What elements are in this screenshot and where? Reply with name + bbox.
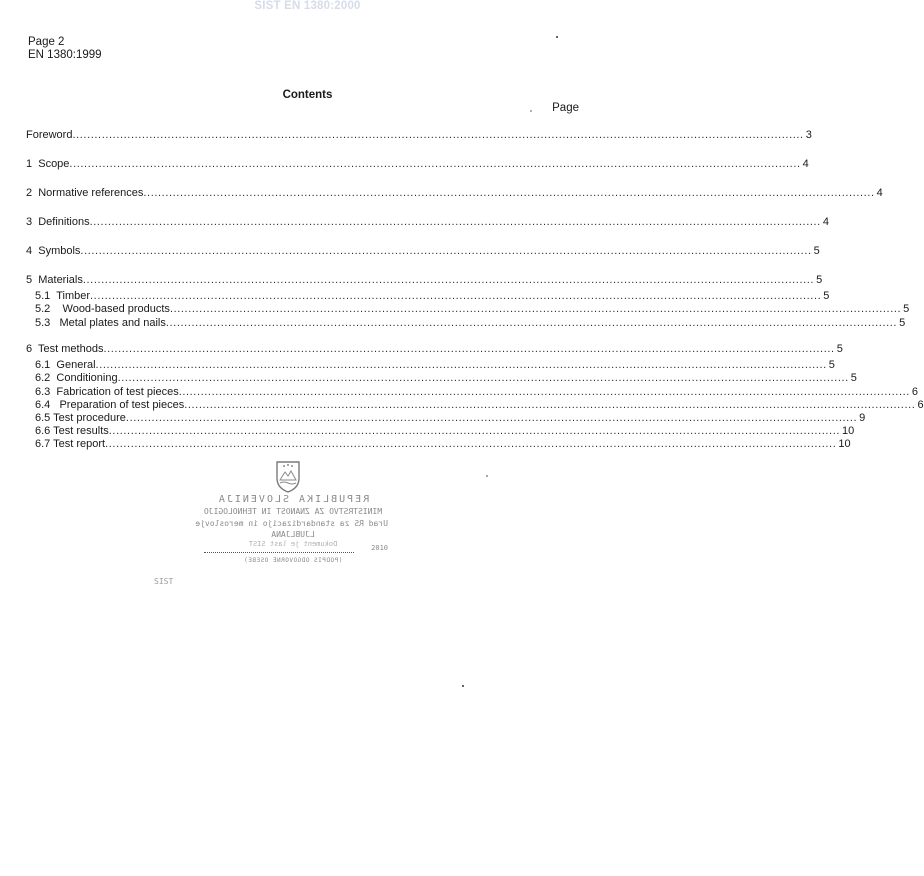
toc-entry-page: 5 — [903, 303, 910, 315]
toc-entry-label: 5.1 Timber — [35, 290, 91, 302]
stamp-line-office: Urad RS za standardizacijo in meroslovje — [195, 519, 388, 528]
toc-entry-general[interactable] — [0, 358, 835, 372]
toc-leader-dots: ........................................................................................................................................................................................................ — [117, 372, 849, 384]
toc-entry-timber[interactable] — [0, 289, 830, 303]
toc-entry-page: 9 — [859, 412, 866, 424]
stamp-line-republic: REPUBLIKA SLOVENIJA — [216, 494, 370, 505]
toc-entry-page: 5 — [823, 290, 830, 302]
toc-entry-label: 5 Materials — [26, 274, 83, 286]
toc-entry-page: 4 — [822, 216, 829, 228]
toc-entry-page: 4 — [876, 187, 883, 199]
toc-entry-label: 6.6 Test results — [35, 425, 109, 437]
toc-leader-dots: ........................................................................................................................................................................................................ — [90, 290, 822, 302]
toc-entry-page: 6 — [911, 386, 919, 398]
toc-leader-dots: ........................................................................................................................................................................................................ — [169, 303, 902, 315]
page-column-label: Page — [552, 102, 579, 114]
stamp-line-property: Dokument je last SIST — [248, 540, 338, 548]
toc-entry-foreword[interactable] — [0, 128, 812, 142]
toc-entry-test-results[interactable] — [0, 424, 855, 438]
toc-leader-dots: ........................................................................................................................................................................................................ — [69, 158, 801, 170]
toc-entry-test-report[interactable] — [0, 437, 851, 451]
page-header — [28, 36, 102, 62]
official-stamp — [195, 460, 388, 590]
stamp-line-signature-caption: (PODPIS ODGOVORNE OSEBE) — [243, 557, 343, 564]
toc-entry-page: 5 — [836, 343, 843, 355]
toc-entry-label: 6.5 Test procedure — [35, 412, 126, 424]
toc-entry-label: 5.2 Wood-based products — [35, 303, 170, 315]
toc-entry-conditioning[interactable] — [0, 371, 857, 385]
toc-entry-page: 5 — [850, 372, 857, 384]
stamp-line-ministry: MINISTRSTVO ZA ZNANOST IN TEHNOLOGIJO — [203, 507, 383, 516]
toc-entry-symbols[interactable] — [0, 244, 820, 258]
scan-speck — [462, 685, 464, 687]
toc-entry-normative-references[interactable] — [0, 186, 883, 200]
stamp-signature-line — [204, 552, 354, 553]
toc-entry-label: 4 Symbols — [26, 245, 81, 257]
toc-leader-dots: ........................................................................................................................................................................................................ — [108, 425, 841, 437]
toc-entry-page: 10 — [842, 425, 855, 437]
toc-entry-page: 10 — [838, 438, 851, 450]
toc-entry-label: 5.3 Metal plates and nails — [35, 317, 166, 329]
toc-entry-preparation-of-test-pieces[interactable] — [0, 398, 924, 412]
toc-leader-dots: ........................................................................................................................................................................................................ — [95, 359, 827, 371]
toc-entry-label: 6.7 Test report — [35, 438, 106, 450]
coat-of-arms-icon — [275, 460, 301, 494]
toc-entry-materials[interactable] — [0, 273, 823, 287]
toc-entry-page: 5 — [813, 245, 820, 257]
toc-entry-label: 6.1 General — [35, 359, 96, 371]
toc-entry-page: 6 — [917, 399, 924, 411]
toc-entry-label: Foreword — [26, 129, 73, 141]
toc-entry-definitions[interactable] — [0, 215, 829, 229]
stamp-line-city: LJUBLJANA — [271, 530, 315, 539]
toc-leader-dots: ........................................................................................................................................................................................................ — [178, 386, 910, 398]
toc-entry-label: 6.2 Conditioning — [35, 372, 118, 384]
scan-speck — [530, 110, 532, 112]
toc-leader-dots: ........................................................................................................................................................................................................ — [143, 187, 875, 199]
document-watermark: SIST EN 1380:2000 — [254, 0, 361, 12]
toc-entry-label: 6.4 Preparation of test pieces — [35, 399, 185, 411]
toc-entry-test-methods[interactable] — [0, 342, 843, 356]
toc-leader-dots: ........................................................................................................................................................................................................ — [82, 274, 815, 286]
toc-leader-dots: ........................................................................................................................................................................................................ — [103, 343, 835, 355]
toc-entry-label: 6.3 Fabrication of test pieces — [35, 386, 179, 398]
toc-entry-metal-plates-and-nails[interactable] — [0, 316, 906, 330]
toc-leader-dots: ........................................................................................................................................................................................................ — [72, 129, 804, 141]
toc-entry-label: 6 Test methods — [26, 343, 104, 355]
toc-entry-fabrication-of-test-pieces[interactable] — [0, 385, 919, 399]
scan-speck — [556, 36, 558, 38]
contents-heading: Contents — [282, 89, 333, 101]
toc-leader-dots: ........................................................................................................................................................................................................ — [125, 412, 858, 424]
toc-leader-dots: ........................................................................................................................................................................................................ — [165, 317, 898, 329]
toc-entry-label: 2 Normative references — [26, 187, 144, 199]
toc-entry-page: 5 — [828, 359, 835, 371]
toc-entry-page: 3 — [805, 129, 812, 141]
toc-leader-dots: ........................................................................................................................................................................................................ — [89, 216, 821, 228]
page-number-label: Page 2 — [28, 36, 65, 48]
stamp-line-year: 2010 — [371, 544, 388, 552]
stamp-note: SIST — [154, 577, 174, 586]
toc-entry-label: 1 Scope — [26, 158, 70, 170]
toc-leader-dots: ........................................................................................................................................................................................................ — [105, 438, 837, 450]
toc-entry-page: 5 — [899, 317, 906, 329]
toc-entry-scope[interactable] — [0, 157, 809, 171]
toc-entry-page: 5 — [816, 274, 823, 286]
toc-leader-dots: ........................................................................................................................................................................................................ — [80, 245, 812, 257]
toc-leader-dots: ........................................................................................................................................................................................................ — [184, 399, 916, 411]
toc-entry-test-procedure[interactable] — [0, 411, 866, 425]
toc-entry-wood-based-products[interactable] — [0, 302, 910, 316]
toc-entry-page: 4 — [802, 158, 809, 170]
scan-speck — [486, 475, 488, 477]
standard-number: EN 1380:1999 — [28, 49, 102, 61]
toc-entry-label: 3 Definitions — [26, 216, 90, 228]
